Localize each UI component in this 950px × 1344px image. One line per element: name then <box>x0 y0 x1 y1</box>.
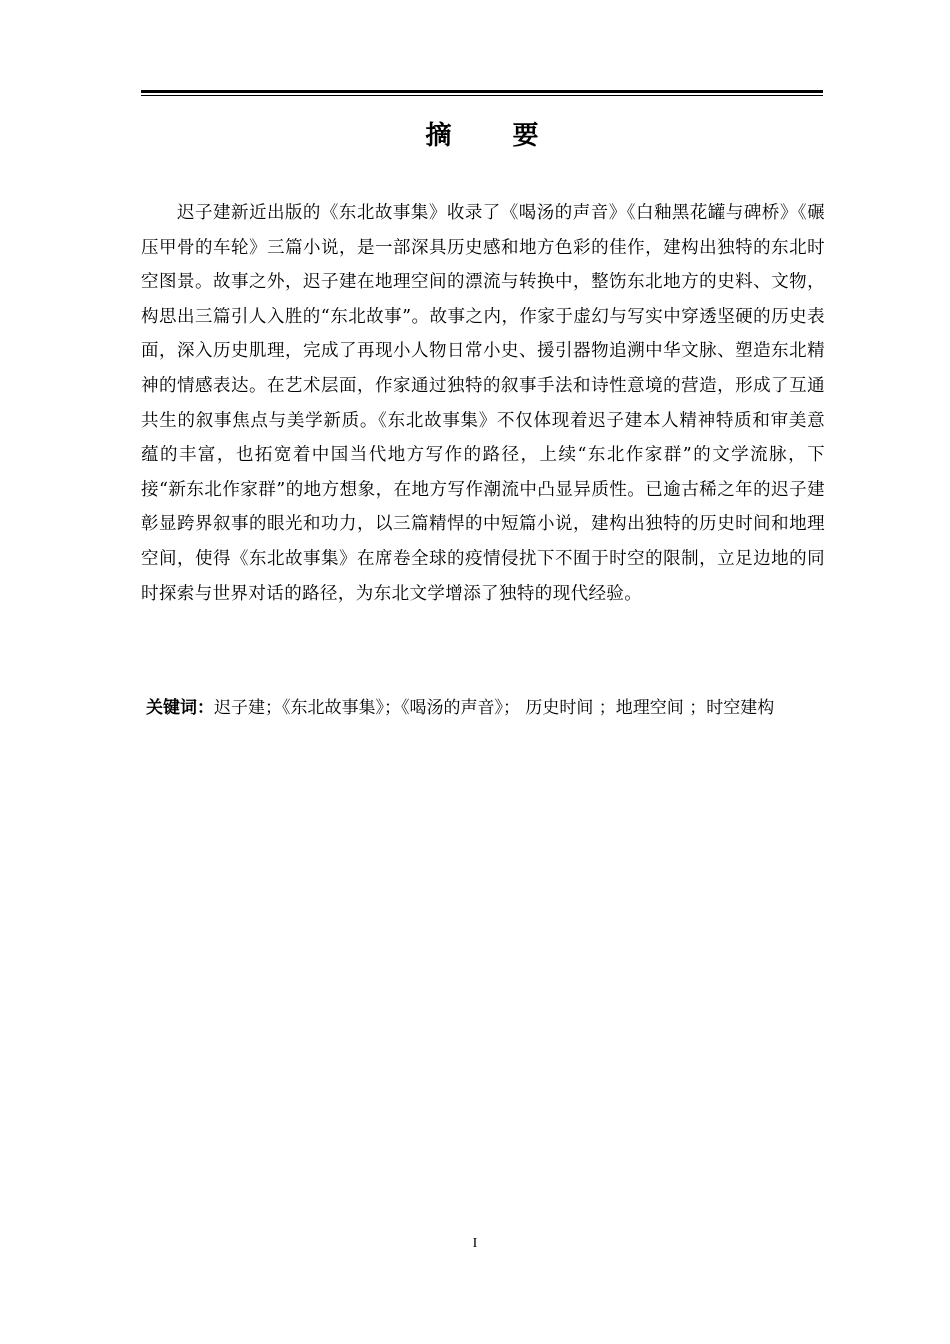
keywords-text: 迟子建；《东北故事集》；《喝汤的声音》； 历史时间 ；地理空间 ；时空建构 <box>214 698 775 718</box>
keywords-line <box>146 690 826 727</box>
page-title: 摘 要 <box>425 121 565 151</box>
keywords-label: 关键词： <box>146 698 214 718</box>
abstract-paragraph: 迟子建新近出版的《东北故事集》收录了《喝汤的声音》《白釉黑花罐与碑桥》《碾压甲骨的车轮》三篇小说，是一部深具历史感和地方色彩的佳作，建构出独特的东北时空图景。故事之外，迟子建在地理空间的漂流与转换中，整饬东北地方的史料、文物，构思出三篇引人入胜的“东北故事”。故事之内，作家于虚幻与写实中穿透坚硬的历史表面，深入历史肌理，完成了再现小人物日常小史、援引器物追溯中华文脉、塑造东北精神的情感表达。在艺术层面，作家通过独特的叙事手法和诗性意境的营造，形成了互通共生的叙事焦点与美学新质。《东北故事集》不仅体现着迟子建本人精神特质和审美意蕴的丰富，也拓宽着中国当代地方写作的路径，上续“东北作家群”的文学流脉，下接“新东北作家群”的地方想象，在地方写作潮流中凸显异质性。已逾古稀之年的迟子建彰显跨界叙事的眼光和功力，以三篇精悍的中短篇小说，建构出独特的历史时间和地理空间，使得《东北故事集》在席卷全球的疫情侵扰下不囿于时空的限制，立足边地的同时探索与世界对话的路径，为东北文学增添了独特的现代经验。 <box>141 203 825 604</box>
header-rule-thick <box>141 90 823 93</box>
header-rule-thin <box>141 95 823 96</box>
page-number: I <box>472 1236 478 1251</box>
